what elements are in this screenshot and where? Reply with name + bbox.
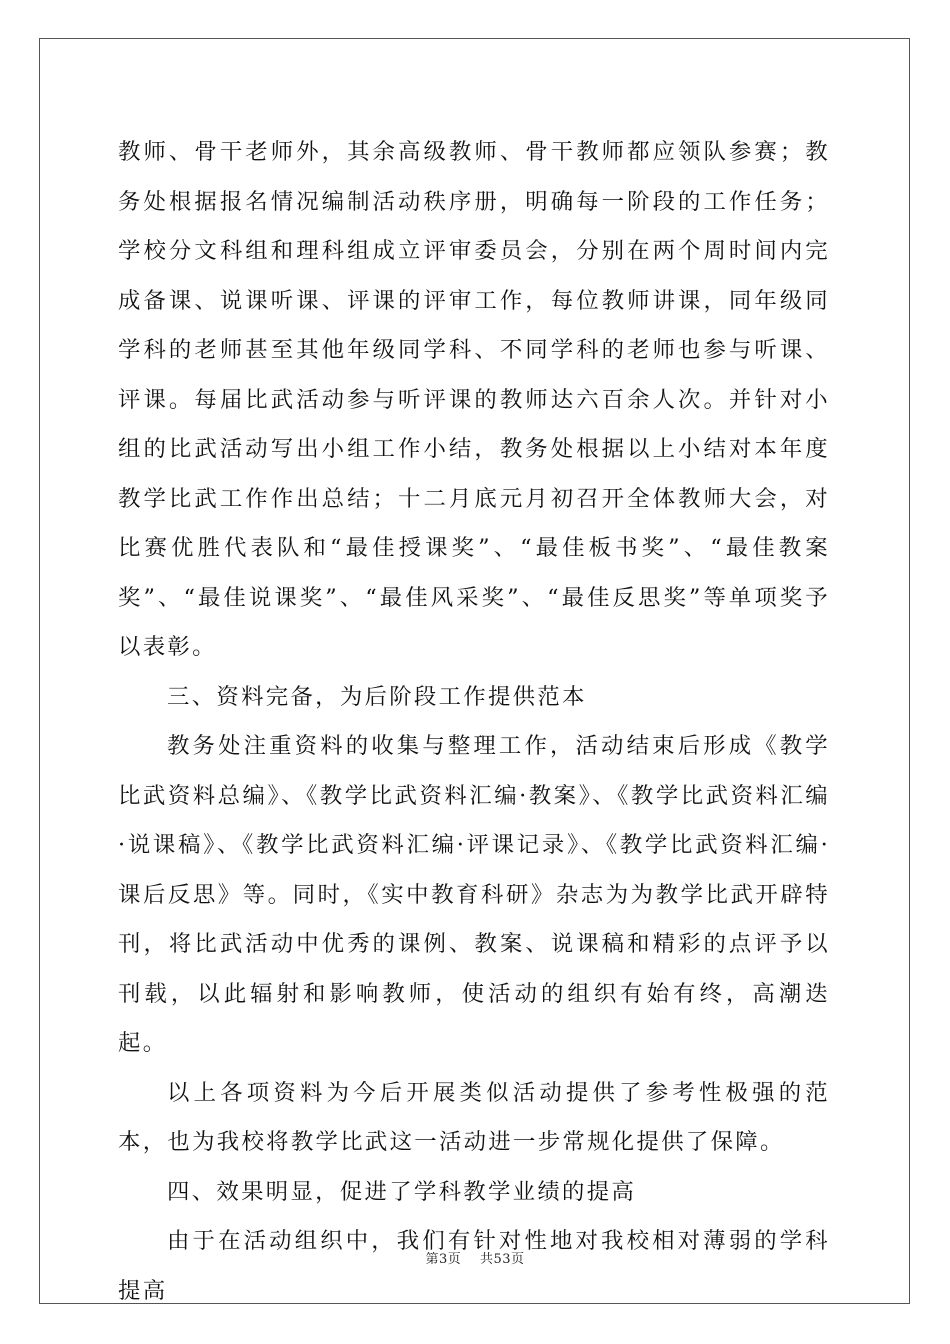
section-heading-results: 四、效果明显，促进了学科教学业绩的提高 bbox=[167, 1178, 637, 1205]
paragraph-materials-compilation: 教务处注重资料的收集与整理工作，活动结束后形成《教学比武资料总编》、《教学比武资料汇编·教案》、《教学比武资料汇编·说课稿》、《教学比武资料汇编·评课记录》、《教学比武资料汇编·课后反思》等。同时，《实中教育科研》杂志为为教学比武开辟特刊，将比武活动中优秀的课例、教案、说课稿和精彩的点评予以刊载，以此辐射和影响教师，使活动的组织有始有终，高潮迭起。 bbox=[118, 733, 830, 1056]
page-footer bbox=[0, 1248, 950, 1267]
paragraph-results-intro: 由于在活动组织中，我们有针对性地对我校相对薄弱的学科提高 bbox=[118, 1228, 830, 1304]
page-total: 共53页 bbox=[479, 1252, 525, 1267]
paragraph-award-summary: 教师、骨干老师外，其余高级教师、骨干教师都应领队参赛；教务处根据报名情况编制活动秩序册，明确每一阶段的工作任务；学校分文科组和理科组成立评审委员会，分别在两个周时间内完成备课、说课听课、评课的评审工作，每位教师讲课，同年级同学科的老师甚至其他年级同学科、不同学科的老师也参与听课、评课。每届比武活动参与听评课的教师达六百余人次。并针对小组的比武活动写出小组工作小结，教务处根据以上小结对本年度教学比武工作作出总结；十二月底元月初召开全体教师大会，对比赛优胜代表队和“最佳授课奖”、“最佳板书奖”、“最佳教案奖”、“最佳说课奖”、“最佳风采奖”、“最佳反思奖”等单项奖予以表彰。 bbox=[118, 139, 830, 660]
page-number: 第3页 bbox=[425, 1252, 462, 1267]
document-body bbox=[118, 128, 830, 1316]
paragraph-materials-value: 以上各项资料为今后开展类似活动提供了参考性极强的范本，也为我校将教学比武这一活动进一步常规化提供了保障。 bbox=[118, 1079, 830, 1155]
section-heading-materials: 三、资料完备，为后阶段工作提供范本 bbox=[167, 683, 587, 710]
